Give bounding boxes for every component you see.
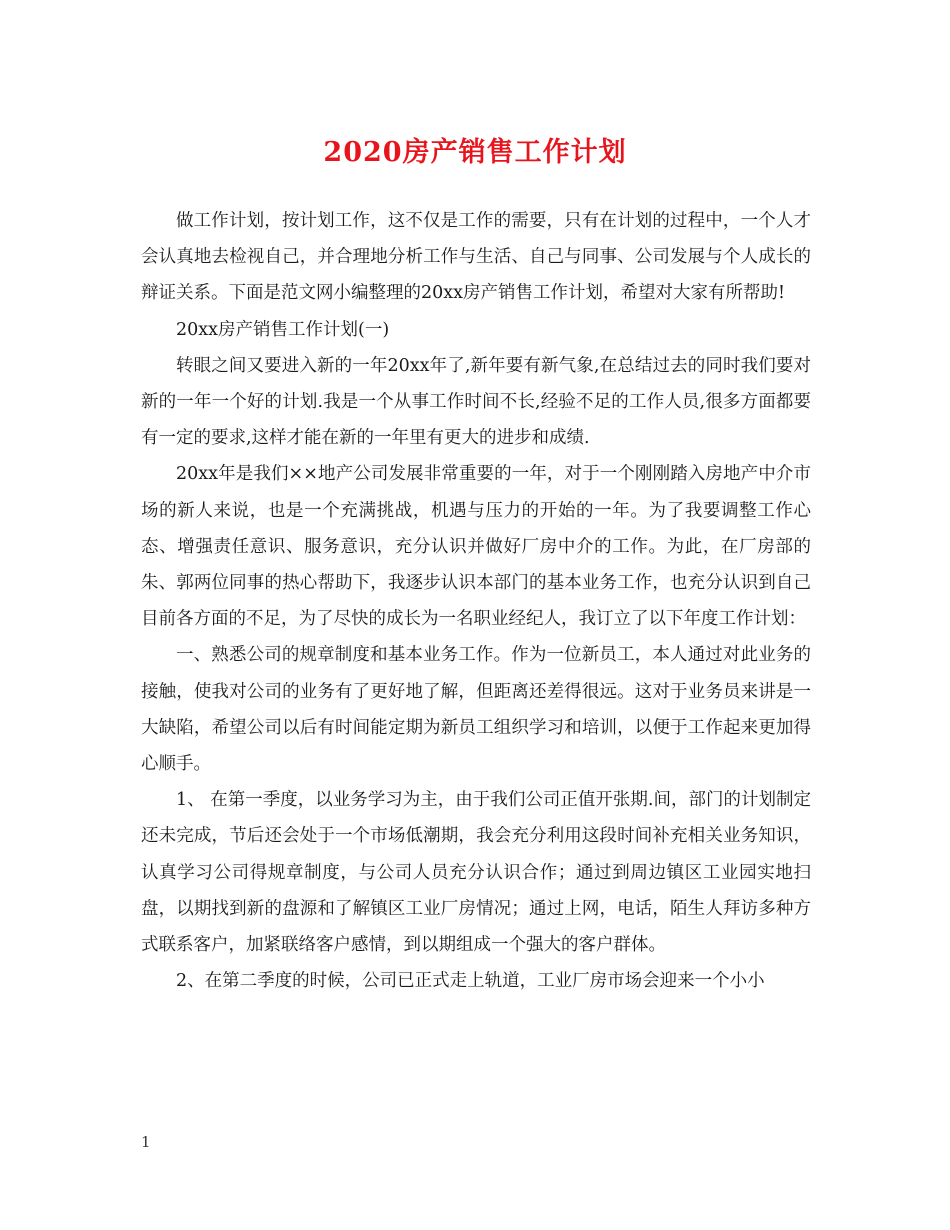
paragraph: 转眼之间又要进入新的一年20xx年了,新年要有新气象,在总结过去的同时我们要对新的一年一个好的计划.我是一个从事工作时间不长,经验不足的工作人员,很多方面都要有一定的要求,这样才能在新的一年里有更大的进步和成绩.: [141, 355, 811, 449]
paragraph-intro: 做工作计划，按计划工作，这不仅是工作的需要，只有在计划的过程中，一个人才会认真地去检视自己，并合理地分析工作与生活、自己与同事、公司发展与个人成长的辩证关系。下面是范文网小编整理的20xx房产销售工作计划，希望对大家有所帮助!: [141, 211, 811, 304]
paragraph: 2、在第二季度的时候，公司已正式走上轨道，工业厂房市场会迎来一个小小: [176, 971, 765, 992]
paragraph: 20xx年是我们××地产公司发展非常重要的一年，对于一个刚刚踏入房地产中介市场的新人来说，也是一个充满挑战，机遇与压力的开始的一年。为了我要调整工作心态、增强责任意识、服务意识，充分认识并做好厂房中介的工作。为此，在厂房部的朱、郭两位同事的热心帮助下，我逐步认识本部门的基本业务工作，也充分认识到自己目前各方面的不足，为了尽快的成长为一名职业经纪人，我订立了以下年度工作计划：: [141, 464, 811, 630]
section-heading: 20xx房产销售工作计划(一): [176, 319, 390, 340]
document-title: 2020房产销售工作计划: [323, 137, 627, 168]
paragraph: 1、 在第一季度，以业务学习为主，由于我们公司正值开张期.间，部门的计划制定还未完成，节后还会处于一个市场低潮期，我会充分利用这段时间补充相关业务知识，认真学习公司得规章制度，与公司人员充分认识合作；通过到周边镇区工业园实地扫盘，以期找到新的盘源和了解镇区工业厂房情况；通过上网，电话，陌生人拜访多种方式联系客户，加紧联络客户感情，到以期组成一个强大的客户群体。: [141, 790, 811, 956]
document-body: [141, 203, 811, 999]
page-number: 1: [141, 1133, 151, 1151]
paragraph: 一、熟悉公司的规章制度和基本业务工作。作为一位新员工，本人通过对此业务的接触，使我对公司的业务有了更好地了解，但距离还差得很远。这对于业务员来讲是一大缺陷，希望公司以后有时间能定期为新员工组织学习和培训，以便于工作起来更加得心顺手。: [141, 645, 811, 775]
